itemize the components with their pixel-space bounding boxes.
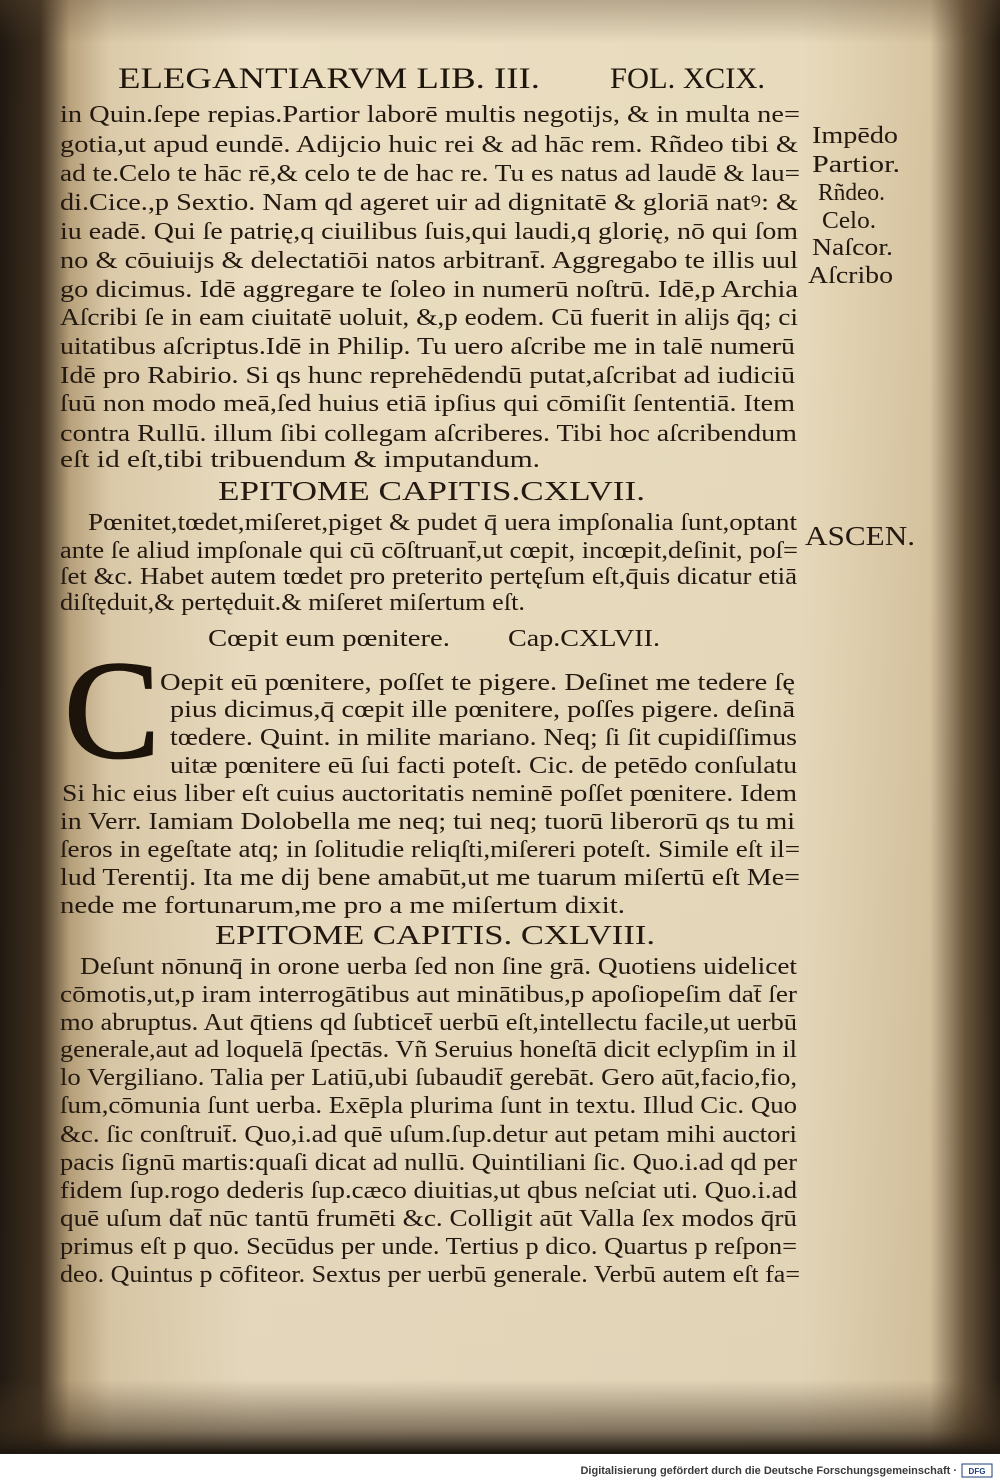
body-line: in Verr. Iamiam Dolobella me neq; tui neq; tuorū liberorū qs tu mi (60, 809, 796, 835)
margin-note: Celo. (822, 208, 876, 234)
body-line: Oepit eū pœnitere, poſſet te pigere. Deſinet me tedere ſę (160, 670, 795, 696)
body-line: go dicimus. Idē aggregare te ſoleo in numerū noſtrū. Idē,p Archia (60, 277, 799, 303)
margin-note: Partior. (812, 152, 900, 178)
margin-note: Impēdo (812, 123, 898, 149)
body-line: pacis ſignū martis:quaſi dicat ad nullū. Quintiliani ſic. Quo.i.ad qd per (60, 1150, 798, 1176)
body-line: quē uſum dat̄ nūc tantū frumēti &c. Colligit aūt Valla ſex modos q̄rū (60, 1206, 797, 1232)
body-line: Aſcribi ſe in eam ciuitatē uoluit, &,p eodem. Cū fuerit in alijs q̄q; ci (60, 305, 799, 331)
body-line: iu eadē. Qui ſe patrię,q ciuilibus ſuis,qui laudi,q glorię, nō qui ſom (60, 219, 799, 245)
funding-credit: Digitalisierung gefördert durch die Deutsche Forschungsgemeinschaft · (580, 1465, 957, 1477)
body-line: Idē pro Rabirio. Si qs hunc reprehēdendū putat,aſcribat ad iudiciū (60, 363, 796, 389)
margin-note: Rñdeo. (818, 180, 885, 206)
body-line: contra Rullū. illum ſibi collegam aſcriberes. Tibi hoc aſcribendum (60, 421, 798, 447)
body-line: diſtęduit,& pertęduit.& miſeret miſertum eſt. (60, 590, 525, 616)
body-line: mo abruptus. Aut q̄tiens qd ſubticet̄ uerbū eſt,intellectu facile,ut uerbū (60, 1010, 797, 1036)
dfg-logo: DFG (968, 1467, 986, 1476)
margin-note: Aſcribo (808, 263, 893, 289)
body-line: no & cōuiuijs & delectatiōi natos arbitrant̄. Aggregabo te illis uul (60, 248, 799, 274)
body-line: in Quin.ſepe repias.Partior laborē multis negotijs, & in multa ne= (60, 102, 800, 128)
margin-note-author: ASCEN. (805, 521, 915, 551)
body-line: eſt id eſt,tibi tribuendum & imputandum. (60, 447, 540, 473)
body-line: &c. ſic conſtruit̄. Quo,i.ad quē uſum.ſup.detur aut petam mihi auctori (60, 1122, 798, 1148)
body-line: uitatibus aſcriptus.Idē in Philip. Tu uero aſcribe me in talē numerū (60, 334, 795, 360)
digitization-footer (0, 1454, 1000, 1482)
body-line: deo. Quintus p cōfiteor. Sextus per uerbū generale. Verbū autem eſt fa= (60, 1262, 800, 1288)
body-line: ſet &c. Habet autem tœdet pro preterito pertęſum eſt,q̄uis dicatur etiā (60, 564, 798, 590)
body-line: uitæ pœnitere eū ſui facti poteſt. Cic. de petēdo conſulatu (170, 753, 798, 779)
body-line: generale,aut ad loquelā ſpectās. Vñ Seruius honeſtā dicit eclypſim in il (60, 1037, 798, 1063)
chapter-number: Cap.CXLVII. (508, 626, 660, 652)
body-line: primus eſt p quo. Secūdus per unde. Tertius p dico. Quartus p reſpon= (60, 1234, 797, 1260)
body-line: pius dicimus,q̄ cœpit ille pœnitere, poſſes pigere. deſinā (170, 697, 796, 723)
body-line: cōmotis,ut,p iram interrogātibus aut minātibus,p apoſiopeſim dat̄ ſer (60, 982, 797, 1008)
section-heading: EPITOME CAPITIS.CXLVII. (218, 476, 645, 506)
section-heading: EPITOME CAPITIS. CXLVIII. (215, 920, 655, 950)
body-line: fidem ſup.rogo dederis ſup.cæco diuitias,ut qbus neſciat uti. Quo.i.ad (60, 1178, 797, 1204)
body-line: gotia,ut apud eundē. Adijcio huic rei & ad hāc rem. Rñdeo tibi & (60, 132, 799, 158)
body-line: ad te.Celo te hāc rē,& celo te de hac re. Tu es natus ad laudē & lau= (60, 161, 800, 187)
body-line: ſum,cōmunia ſunt uerba. Exēpla plurima ſunt in textu. Illud Cic. Quo (60, 1093, 797, 1119)
body-line: Pœnitet,tœdet,miſeret,piget & pudet q̄ uera impſonalia ſunt,optant (88, 510, 798, 536)
body-line: nede me fortunarum,me pro a me miſertum dixit. (60, 893, 625, 919)
chapter-147 (60, 626, 800, 919)
body-line: Deſunt nōnunq̄ in orone uerba ſed non ſine grā. Quotiens uidelicet (80, 954, 798, 980)
running-head-title: ELEGANTIARVM LIB. III. (118, 62, 540, 95)
body-line: ſeros in egeſtate atq; in ſolitudie reliqſti,miſereri poteſt. Simile eſt il= (60, 837, 800, 863)
running-head-folio: FOL. XCIX. (610, 62, 765, 95)
body-line: lo Vergiliano. Talia per Latiū,ubi ſubaudit̄ gerebāt. Gero aūt,facio,fio, (60, 1065, 797, 1091)
body-line: lud Terentij. Ita me dij bene amabūt,ut me tuarum miſertū eſt Me= (60, 865, 800, 891)
body-line: ante ſe aliud impſonale qui cū cōſtruant̄,ut cœpit, incœpit,deſinit, poſ= (60, 538, 798, 564)
body-line: Si hic eius liber eſt cuius auctoritatis neminē poſſet pœnitere. Idem (62, 781, 798, 807)
decorated-initial: C (64, 633, 160, 788)
chapter-title: Cœpit eum pœnitere. (208, 626, 450, 652)
body-line: ſuū non modo meā,ſed huius etiā ipſius qui cōmiſit ſententiā. Item (60, 391, 796, 417)
body-line: di.Cice.,p Sextio. Nam qd ageret uir ad dignitatē & gloriā natꝰ: & (60, 190, 799, 216)
body-line: tœdere. Quint. in milite mariano. Neq; ſi ſit cupidiſſimus (170, 725, 797, 751)
margin-note: Naſcor. (812, 235, 893, 261)
